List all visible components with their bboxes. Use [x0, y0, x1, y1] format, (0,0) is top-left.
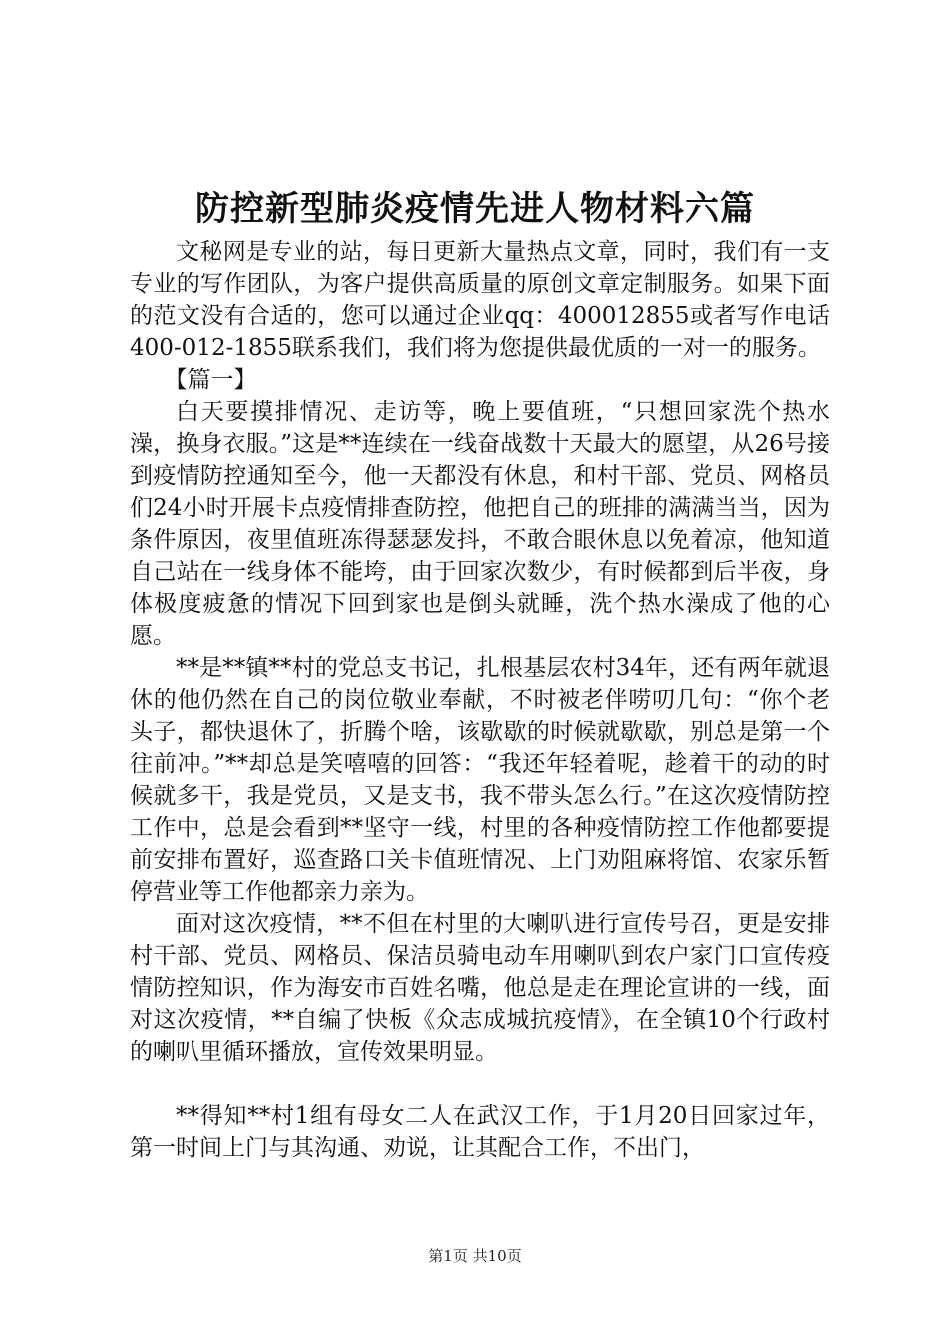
document-title: 防控新型肺炎疫情先进人物材料六篇: [195, 189, 755, 229]
document-body: [130, 236, 830, 1164]
intro-paragraph: 文秘网是专业的站，每日更新大量热点文章，同时，我们有一支专业的写作团队，为客户提供高质量的原创文章定制服务。如果下面的范文没有合适的，您可以通过企业qq：400012855或者写作电话400-012-1855联系我们，我们将为您提供最优质的一对一的服务。: [130, 239, 830, 361]
section-heading: 【篇一】: [164, 367, 257, 393]
body-paragraph-4: **得知**村1组有母女二人在武汉工作，于1月20日回家过年，第一时间上门与其沟通、劝说，让其配合工作，不出门，: [130, 1103, 830, 1161]
body-paragraph-1: 白天要摸排情况、走访等，晚上要值班，“只想回家洗个热水澡，换身衣服。”这是**连续在一线奋战数十天最大的愿望，从26号接到疫情防控通知至今，他一天都没有休息，和村干部、党员、网格员们24小时开展卡点疫情排查防控，他把自己的班排的满满当当，因为条件原因，夜里值班冻得瑟瑟发抖，不敢合眼休息以免着凉，他知道自己站在一线身体不能垮，由于回家次数少，有时候都到后半夜，身体极度疲惫的情况下回到家也是倒头就睡，洗个热水澡成了他的心愿。: [130, 399, 830, 649]
body-paragraph-2: **是**镇**村的党总支书记，扎根基层农村34年，还有两年就退休的他仍然在自己的岗位敬业奉献，不时被老伴唠叨几句：“你个老头子，都快退休了，折腾个啥，该歇歇的时候就歇歇，别总是第一个往前冲。”**却总是笑嘻嘻的回答：“我还年轻着呢，趁着干的动的时候就多干，我是党员，又是支书，我不带头怎么行。”在这次疫情防控工作中，总是会看到**坚守一线，村里的各种疫情防控工作他都要提前安排布置好，巡查路口关卡值班情况、上门劝阻麻将馆、农家乐暂停营业等工作他都亲力亲为。: [130, 655, 830, 905]
page-number-footer: 第1页 共10页: [428, 1247, 522, 1265]
body-paragraph-3: 面对这次疫情，**不但在村里的大喇叭进行宣传号召，更是安排村干部、党员、网格员、保洁员骑电动车用喇叭到农户家门口宣传疫情防控知识，作为海安市百姓名嘴，他总是走在理论宣讲的一线，面对这次疫情，**自编了快板《众志成城抗疫情》，在全镇10个行政村的喇叭里循环播放，宣传效果明显。: [130, 911, 830, 1065]
